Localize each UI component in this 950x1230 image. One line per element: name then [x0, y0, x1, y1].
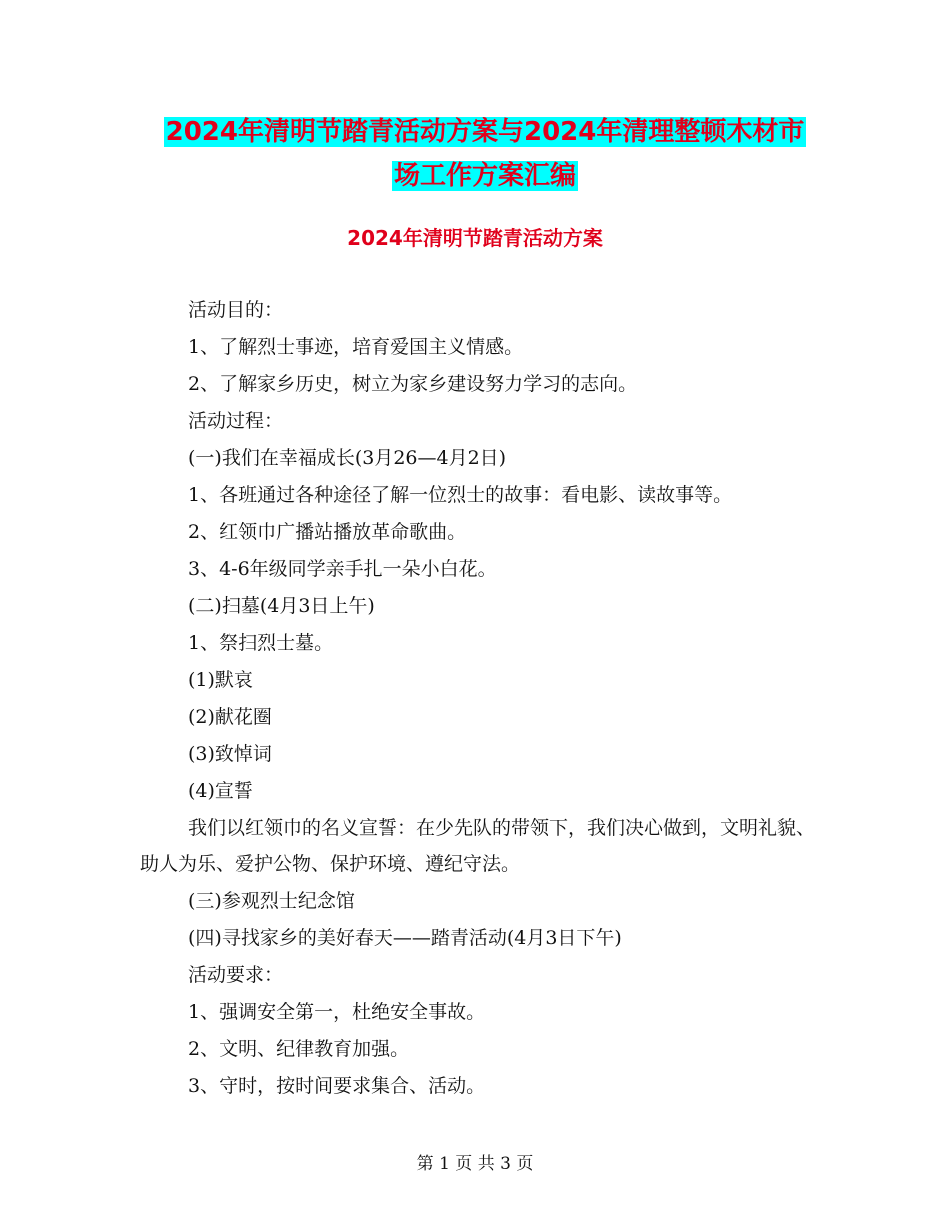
text-line: (4)宣誓	[188, 780, 253, 802]
text-line: (三)参观烈士纪念馆	[188, 890, 355, 912]
text-line: 2、红领巾广播站播放革命歌曲。	[188, 521, 467, 543]
text-line: 1、强调安全第一，杜绝安全事故。	[188, 1001, 486, 1023]
page-footer: 第 1 页 共 3 页	[416, 1154, 534, 1174]
text-line: (2)献花圈	[188, 706, 272, 728]
title-line-1: 2024年清明节踏青活动方案与2024年清理整顿木材市	[165, 117, 805, 147]
text-line: 1、各班通过各种途径了解一位烈士的故事：看电影、读故事等。	[188, 484, 733, 506]
text-line: (二)扫墓(4月3日上午)	[188, 595, 375, 617]
document-title	[140, 110, 830, 198]
text-line: (1)默哀	[188, 669, 253, 691]
text-line: 3、4-6年级同学亲手扎一朵小白花。	[188, 558, 497, 580]
text-line: 活动目的：	[188, 299, 284, 321]
text-line: 活动过程：	[188, 410, 284, 432]
text-line: 2、了解家乡历史，树立为家乡建设努力学习的志向。	[188, 373, 638, 395]
oath-paragraph: 我们以红领巾的名义宣誓：在少先队的带领下，我们决心做到，文明礼貌、助人为乐、爱护公物、保护环境、遵纪守法。	[140, 817, 816, 875]
text-line: 2、文明、纪律教育加强。	[188, 1038, 410, 1060]
text-line: (3)致悼词	[188, 743, 272, 765]
text-line: 3、守时，按时间要求集合、活动。	[188, 1075, 486, 1097]
text-line: (一)我们在幸福成长(3月26—4月2日)	[188, 447, 507, 469]
text-line: 1、了解烈士事迹，培育爱国主义情感。	[188, 336, 524, 358]
text-line: (四)寻找家乡的美好春天——踏青活动(4月3日下午)	[188, 927, 622, 949]
section-title: 2024年清明节踏青活动方案	[347, 226, 603, 250]
text-line: 活动要求：	[188, 964, 284, 986]
title-line-2: 场工作方案汇编	[393, 161, 576, 191]
text-line: 1、祭扫烈士墓。	[188, 632, 334, 654]
document-body	[140, 292, 820, 1105]
